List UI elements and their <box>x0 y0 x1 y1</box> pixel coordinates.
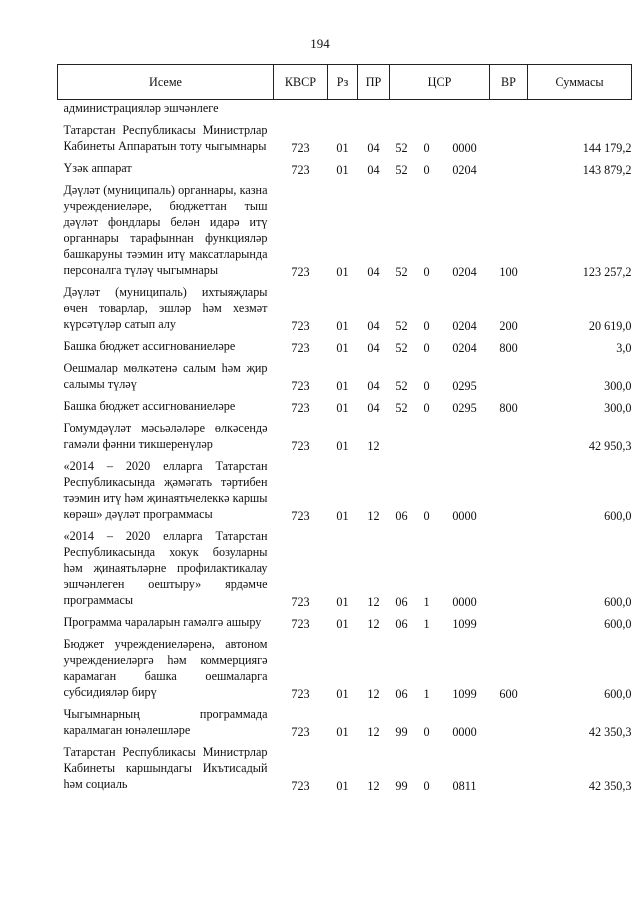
budget-table <box>57 64 632 794</box>
row-csr-program: 99 <box>395 725 408 739</box>
row-rz: 01 <box>336 595 349 609</box>
row-sum <box>528 100 632 119</box>
row-name: Башка бюджет ассигнованиеләре <box>63 339 236 353</box>
row-csr-program: 06 <box>395 617 408 631</box>
row-vr <box>490 524 528 610</box>
row-csr-program: 06 <box>395 509 408 523</box>
row-sum: 123 257,2 <box>582 265 632 279</box>
row-pr: 12 <box>367 779 380 793</box>
row-sum: 3,0 <box>616 341 632 355</box>
table-row <box>58 156 632 178</box>
row-csr-direction: 1099 <box>452 687 477 701</box>
row-kvsr <box>274 100 328 119</box>
row-name: Татарстан Республикасы Министрлар Кабинеты Аппаратын тоту чыгымнары <box>63 123 268 153</box>
row-rz: 01 <box>336 163 349 177</box>
row-vr <box>490 118 528 156</box>
row-csr-subprogram: 0 <box>423 401 430 415</box>
row-csr-program <box>390 416 414 454</box>
header-sum: Суммасы <box>528 65 632 100</box>
row-vr: 600 <box>499 687 518 701</box>
table-row <box>58 178 632 280</box>
row-name: Үзәк аппарат <box>63 161 132 175</box>
row-rz: 01 <box>336 687 349 701</box>
row-csr-program: 52 <box>395 265 408 279</box>
row-sum: 600,0 <box>604 687 632 701</box>
row-csr-subprogram: 0 <box>423 379 430 393</box>
row-csr-direction <box>440 416 490 454</box>
header-pr: ПР <box>358 65 390 100</box>
row-csr-subprogram: 0 <box>423 725 430 739</box>
table-row <box>58 356 632 394</box>
table-row <box>58 100 632 119</box>
row-name: Бюджет учреждениеләренә, автоном учреждениеләргә һәм коммерциягә карамаган башка оешмаларга субсидияләр бирү <box>63 637 268 699</box>
row-pr: 04 <box>367 401 380 415</box>
row-vr <box>490 454 528 524</box>
row-vr: 800 <box>499 341 518 355</box>
table-row <box>58 610 632 632</box>
row-csr-direction <box>440 100 490 119</box>
row-name: Дәүләт (муниципаль) органнары, казна учреждениеләре, бюджеттан тыш дәүләт фондлары белән идарә итү органнары тарафыннан функцияләр башкаруны тәэмин итү максатларында персоналга түләү чыгымнары <box>63 183 268 277</box>
row-pr: 12 <box>367 595 380 609</box>
row-vr <box>490 740 528 794</box>
row-kvsr: 723 <box>291 265 310 279</box>
row-vr: 200 <box>499 319 518 333</box>
row-csr-subprogram: 0 <box>423 779 430 793</box>
row-sum: 600,0 <box>604 595 632 609</box>
row-csr-direction: 0204 <box>452 341 477 355</box>
row-kvsr: 723 <box>291 617 310 631</box>
row-pr: 04 <box>367 379 380 393</box>
row-vr <box>490 416 528 454</box>
row-name: Татарстан Республикасы Министрлар Кабинеты каршындагы Икътисадый һәм социаль <box>63 745 268 791</box>
row-name: Гомумдәүләт мәсьәләләре өлкәсендә гамәли фәнни тикшеренүләр <box>63 421 268 451</box>
row-pr: 04 <box>367 341 380 355</box>
row-vr: 100 <box>499 265 518 279</box>
row-pr: 04 <box>367 163 380 177</box>
row-csr-program <box>390 100 414 119</box>
header-csr: ЦСР <box>390 65 490 100</box>
table-body <box>58 100 632 795</box>
row-sum: 20 619,0 <box>588 319 632 333</box>
page-number: 194 <box>310 36 330 51</box>
row-kvsr: 723 <box>291 141 310 155</box>
row-csr-program: 52 <box>395 341 408 355</box>
table-row <box>58 740 632 794</box>
row-sum: 143 879,2 <box>582 163 632 177</box>
table-row <box>58 416 632 454</box>
row-csr-program: 06 <box>395 687 408 701</box>
row-kvsr: 723 <box>291 779 310 793</box>
row-csr-subprogram: 0 <box>423 341 430 355</box>
table-row <box>58 702 632 740</box>
row-pr: 12 <box>367 617 380 631</box>
table-row <box>58 118 632 156</box>
row-rz: 01 <box>336 379 349 393</box>
row-sum: 42 350,3 <box>588 779 632 793</box>
row-rz: 01 <box>336 401 349 415</box>
row-csr-program: 52 <box>395 379 408 393</box>
row-csr-subprogram: 1 <box>423 687 430 701</box>
row-csr-subprogram: 1 <box>423 595 430 609</box>
row-csr-subprogram: 0 <box>423 265 430 279</box>
header-kvsr: КВСР <box>274 65 328 100</box>
row-csr-direction: 0204 <box>452 265 477 279</box>
row-name: администрацияләр эшчәнлеге <box>63 101 219 115</box>
header-vr: ВР <box>490 65 528 100</box>
row-csr-subprogram <box>414 100 440 119</box>
row-sum: 600,0 <box>604 617 632 631</box>
row-vr <box>490 100 528 119</box>
table-row <box>58 524 632 610</box>
row-kvsr: 723 <box>291 725 310 739</box>
row-rz: 01 <box>336 265 349 279</box>
row-vr: 800 <box>499 401 518 415</box>
row-csr-direction: 0000 <box>452 509 477 523</box>
row-csr-direction: 1099 <box>452 617 477 631</box>
row-name: «2014 – 2020 елларга Татарстан Республикасында хокук бозуларны һәм җинаятьләрне профилактикалау эшчәнлеген оештыру» ярдәмче программасы <box>63 529 268 607</box>
row-rz: 01 <box>336 725 349 739</box>
row-csr-program: 52 <box>395 141 408 155</box>
row-csr-subprogram: 0 <box>423 141 430 155</box>
row-rz: 01 <box>336 617 349 631</box>
row-csr-direction: 0295 <box>452 401 477 415</box>
row-name: Оешмалар мөлкәтенә салым һәм җир салымы түләү <box>63 361 268 391</box>
row-csr-direction: 0204 <box>452 319 477 333</box>
row-rz: 01 <box>336 439 349 453</box>
row-kvsr: 723 <box>291 401 310 415</box>
row-rz: 01 <box>336 319 349 333</box>
row-csr-program: 52 <box>395 401 408 415</box>
row-sum: 42 950,3 <box>588 439 632 453</box>
row-csr-direction: 0204 <box>452 163 477 177</box>
row-pr: 12 <box>367 509 380 523</box>
row-kvsr: 723 <box>291 509 310 523</box>
row-csr-direction: 0811 <box>452 779 477 793</box>
row-pr <box>358 100 390 119</box>
row-csr-program: 52 <box>395 163 408 177</box>
row-rz: 01 <box>336 141 349 155</box>
table-row <box>58 334 632 356</box>
row-rz: 01 <box>336 509 349 523</box>
row-kvsr: 723 <box>291 595 310 609</box>
row-pr: 04 <box>367 319 380 333</box>
row-rz: 01 <box>336 341 349 355</box>
row-sum: 42 350,3 <box>588 725 632 739</box>
row-kvsr: 723 <box>291 687 310 701</box>
row-kvsr: 723 <box>291 163 310 177</box>
row-csr-subprogram: 0 <box>423 509 430 523</box>
row-kvsr: 723 <box>291 341 310 355</box>
row-kvsr: 723 <box>291 379 310 393</box>
row-vr <box>490 610 528 632</box>
row-vr <box>490 156 528 178</box>
row-sum: 144 179,2 <box>582 141 632 155</box>
row-csr-subprogram: 0 <box>423 319 430 333</box>
row-kvsr: 723 <box>291 439 310 453</box>
row-vr <box>490 702 528 740</box>
row-pr: 12 <box>367 439 380 453</box>
table-header-row <box>58 65 632 100</box>
row-csr-subprogram <box>414 416 440 454</box>
row-csr-direction: 0000 <box>452 725 477 739</box>
row-csr-program: 06 <box>395 595 408 609</box>
table-row <box>58 454 632 524</box>
row-csr-direction: 0000 <box>452 141 477 155</box>
table-row <box>58 632 632 702</box>
row-kvsr: 723 <box>291 319 310 333</box>
table-row <box>58 280 632 334</box>
row-csr-subprogram: 1 <box>423 617 430 631</box>
row-rz: 01 <box>336 779 349 793</box>
row-sum: 300,0 <box>604 379 632 393</box>
row-name: Дәүләт (муниципаль) ихтыяҗлары өчен товарлар, эшләр һәм хезмәт күрсәтүләр сатып алу <box>63 285 268 331</box>
row-name: Чыгымнарның программада каралмаган юнәлешләре <box>63 707 268 737</box>
row-csr-direction: 0000 <box>452 595 477 609</box>
row-pr: 12 <box>367 687 380 701</box>
row-name: «2014 – 2020 елларга Татарстан Республикасында җәмәгать тәртибен тәэмин итү һәм җинаятьчелеккә каршы көрәш» дәүләт программасы <box>63 459 268 521</box>
row-csr-program: 52 <box>395 319 408 333</box>
row-sum: 600,0 <box>604 509 632 523</box>
row-pr: 04 <box>367 265 380 279</box>
row-csr-program: 99 <box>395 779 408 793</box>
row-rz <box>328 100 358 119</box>
row-pr: 04 <box>367 141 380 155</box>
header-rz: Рз <box>328 65 358 100</box>
row-vr <box>490 356 528 394</box>
header-name: Исеме <box>58 65 274 100</box>
row-name: Башка бюджет ассигнованиеләре <box>63 399 236 413</box>
row-sum: 300,0 <box>604 401 632 415</box>
row-name: Программа чараларын гамәлгә ашыру <box>63 615 262 629</box>
row-csr-subprogram: 0 <box>423 163 430 177</box>
row-csr-direction: 0295 <box>452 379 477 393</box>
row-pr: 12 <box>367 725 380 739</box>
table-row <box>58 394 632 416</box>
